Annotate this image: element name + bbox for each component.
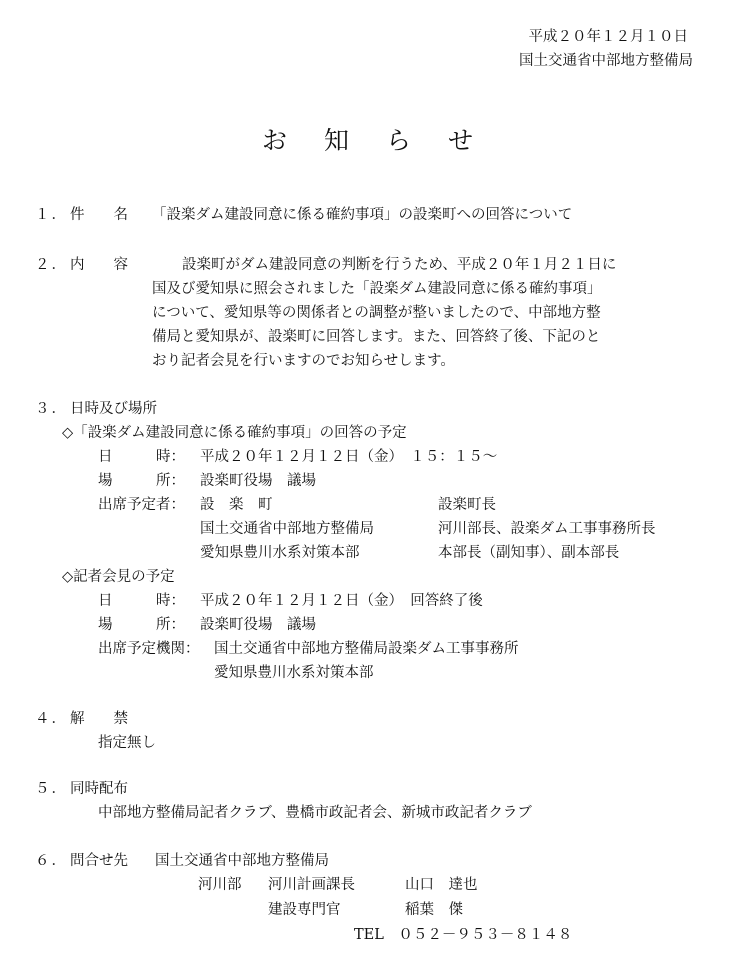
- press-org-2: 愛知県豊川水系対策本部: [214, 665, 374, 681]
- answer-place-label: 場 所：: [98, 473, 185, 489]
- section-2-line-4: 備局と愛知県が、設楽町に回答します。また、回答終了後、下記のと: [152, 329, 601, 345]
- section-4-label: 解 禁: [70, 711, 128, 727]
- answer-attendee-org-3: 愛知県豊川水系対策本部: [200, 545, 360, 561]
- section-2-line-2: 国及び愛知県に照会されました「設楽ダム建設同意に係る確約事項」: [152, 281, 602, 297]
- section-1-text: 「設楽ダム建設同意に係る確約事項」の設楽町への回答について: [152, 207, 573, 223]
- section-2-label: 内 容: [70, 257, 128, 273]
- contact-2-title: 建設専門官: [268, 902, 341, 918]
- contact-1-title: 河川計画課長: [268, 877, 355, 893]
- contact-1-dept: 河川部: [198, 877, 242, 893]
- page-title: お 知 ら せ: [262, 126, 480, 155]
- section-2-line-3: について、愛知県等の関係者との調整が整いましたので、中部地方整: [152, 305, 601, 321]
- contact-organization: 国土交通省中部地方整備局: [155, 853, 329, 869]
- section-4-number: ４．: [35, 711, 68, 727]
- issue-date: 平成２０年１２月１０日: [528, 29, 688, 45]
- section-2-line-5: おり記者会見を行いますのでお知らせします。: [152, 353, 455, 369]
- answer-attendee-org-2: 国土交通省中部地方整備局: [200, 521, 374, 537]
- section-1-label: 件 名: [70, 207, 128, 223]
- contact-telephone: TEL ０５２－９５３－８１４８: [354, 927, 573, 943]
- section-3-number: ３．: [35, 401, 68, 417]
- press-org-1: 国土交通省中部地方整備局設楽ダム工事事務所: [214, 641, 519, 657]
- press-date-value: 平成２０年１２月１２日（金） 回答終了後: [200, 593, 483, 609]
- answer-attendee-role-2: 河川部長、設楽ダム工事事務所長: [438, 521, 656, 537]
- answer-place-value: 設楽町役場 議場: [200, 473, 316, 489]
- answer-attendee-role-3: 本部長（副知事）、副本部長: [438, 545, 620, 561]
- section-5-number: ５．: [35, 781, 68, 797]
- section-4-value: 指定無し: [98, 735, 156, 751]
- press-place-label: 場 所：: [98, 617, 185, 633]
- answer-date-label: 日 時：: [98, 449, 185, 465]
- section-1-number: １．: [35, 207, 68, 223]
- answer-attendee-role-1: 設楽町長: [438, 497, 496, 513]
- section-5-value: 中部地方整備局記者クラブ、豊橋市政記者会、新城市政記者クラブ: [98, 805, 532, 821]
- section-2-number: ２．: [35, 257, 68, 273]
- section-3-label: 日時及び場所: [70, 401, 157, 417]
- press-place-value: 設楽町役場 議場: [200, 617, 316, 633]
- answer-schedule-heading: ◇「設楽ダム建設同意に係る確約事項」の回答の予定: [62, 425, 407, 441]
- section-2-line-1: 設楽町がダム建設同意の判断を行うため、平成２０年１月２１日に: [182, 257, 617, 273]
- contact-1-name: 山口 達也: [405, 877, 478, 893]
- answer-attendees-label: 出席予定者：: [98, 497, 185, 513]
- answer-date-value: 平成２０年１２月１２日（金） １５：１５～: [200, 449, 498, 465]
- contact-2-name: 稲葉 傑: [405, 902, 463, 918]
- section-6-label: 問合せ先: [70, 853, 128, 869]
- issuing-organization: 国土交通省中部地方整備局: [519, 53, 693, 69]
- answer-attendee-org-1: 設 楽 町: [200, 497, 273, 513]
- section-6-number: ６．: [35, 853, 68, 869]
- section-5-label: 同時配布: [70, 781, 128, 797]
- press-date-label: 日 時：: [98, 593, 185, 609]
- press-orgs-label: 出席予定機関：: [98, 641, 200, 657]
- press-conference-heading: ◇記者会見の予定: [62, 569, 175, 585]
